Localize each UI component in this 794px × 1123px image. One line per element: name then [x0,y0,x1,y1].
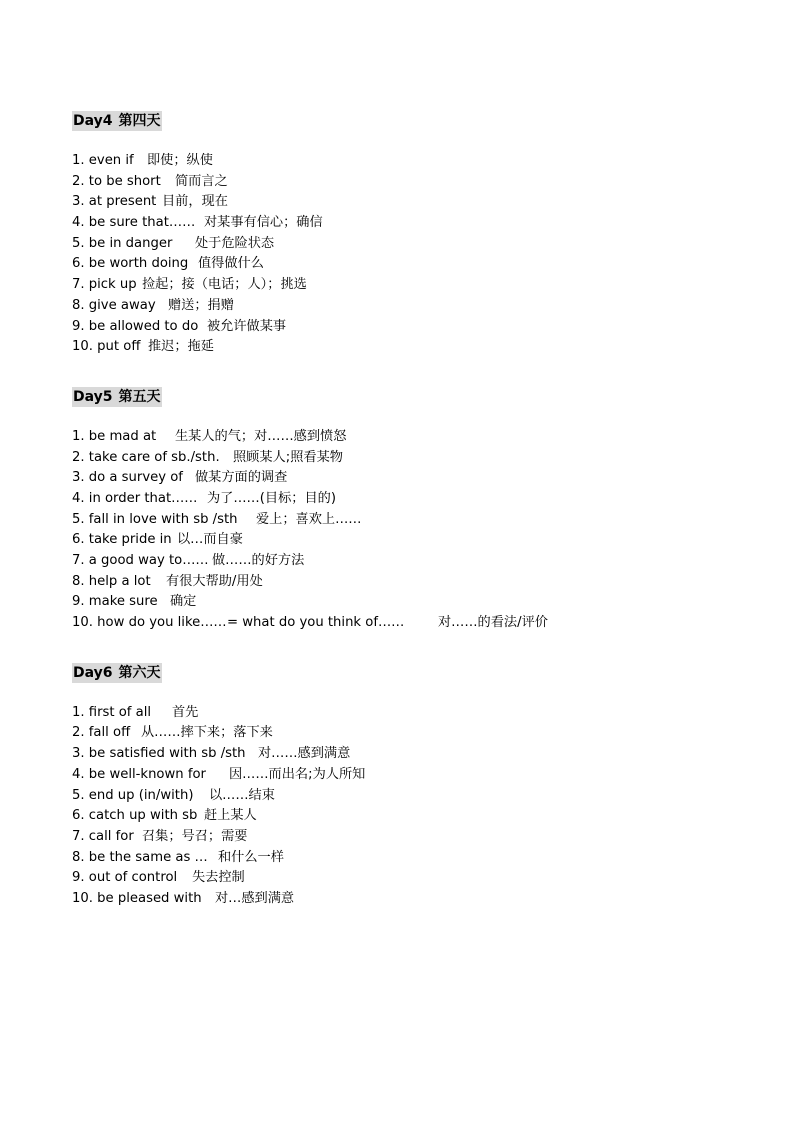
phrase-term: 6. be worth doing [72,256,189,272]
phrase-meaning: 做某方面的调查 [195,470,288,486]
phrase-entry [72,296,762,317]
phrase-entry [72,337,762,358]
section-heading [72,111,162,131]
phrase-term: 6. take pride in [72,532,172,548]
phrase-meaning: 赶上某人 [204,808,257,824]
phrase-meaning: 做……的好方法 [212,553,305,568]
phrase-term: 7. call for [72,828,134,844]
phrase-meaning: 和什么一样 [218,849,284,865]
phrase-entry [72,254,762,275]
phrase-meaning: 为了……(目标；目的) [207,490,336,506]
phrase-term: 7. a good way to…… [72,553,209,568]
day-label: Day6 [73,664,113,681]
phrase-entry [72,427,762,448]
day-label: Day5 [73,388,113,405]
phrase-meaning: 爱上；喜欢上…… [256,511,362,527]
phrase-meaning: 确定 [170,594,197,610]
day-title: 第四天 [118,113,161,129]
phrase-term: 2. to be short [72,173,161,189]
phrase-entry [72,889,762,910]
phrase-entry [72,317,762,338]
phrase-meaning: 对某事有信心；确信 [204,215,323,231]
phrase-entry [72,868,762,889]
phrase-entry [72,572,762,593]
phrase-entry [72,510,762,531]
phrase-term: 5. end up (in/with) [72,787,194,803]
phrase-term: 5. be in danger [72,235,173,251]
day-title: 第五天 [118,388,161,405]
phrase-term: 9. out of control [72,870,178,886]
phrase-meaning: 召集；号召；需要 [142,828,248,844]
section-day6 [72,662,762,910]
phrase-term: 4. be well-known for [72,766,206,782]
day-label: Day4 [73,113,113,129]
phrase-entry [72,213,762,234]
section-day5 [72,386,762,634]
phrase-entry [72,468,762,489]
phrase-entry [72,744,762,765]
phrase-term: 10. put off [72,339,141,355]
phrase-entry [72,703,762,724]
phrase-entry [72,172,762,193]
phrase-entry [72,827,762,848]
phrase-entry [72,530,762,551]
phrase-term: 3. be satisfied with sb /sth [72,746,246,762]
phrase-term: 4. in order that…… [72,490,198,506]
phrase-meaning: 照顾某人;照看某物 [233,449,343,465]
phrase-meaning: 有很大帮助/用处 [166,573,263,589]
phrase-entry [72,613,762,634]
document-page [72,110,762,938]
phrase-entry [72,551,762,572]
phrase-term: 2. take care of sb./sth. [72,449,220,465]
phrase-extra-meaning: 对……的看法/评价 [438,615,548,631]
phrase-meaning: 简而言之 [175,173,228,189]
phrase-entry [72,592,762,613]
phrase-term: 5. fall in love with sb /sth [72,511,238,527]
phrase-entry [72,786,762,807]
phrase-entry [72,489,762,510]
phrase-meaning: 目前，现在 [162,194,228,210]
phrase-entry [72,806,762,827]
phrase-entry [72,723,762,744]
phrase-entry [72,275,762,296]
phrase-entry [72,848,762,869]
phrase-meaning: 推迟；拖延 [148,339,214,355]
phrase-entry [72,765,762,786]
phrase-meaning: = what do you think of…… [227,615,405,631]
phrase-term: 9. make sure [72,594,158,610]
phrase-term: 8. help a lot [72,573,151,589]
phrase-term: 1. first of all [72,704,152,720]
phrase-term: 9. be allowed to do [72,318,199,334]
phrase-entry [72,192,762,213]
phrase-meaning: 从……摔下来；落下来 [141,725,273,741]
phrase-meaning: 以……结束 [209,787,275,803]
phrase-term: 4. be sure that…… [72,215,196,231]
phrase-term: 1. be mad at [72,428,157,444]
phrase-meaning: 对…感到满意 [215,890,295,906]
phrase-term: 8. give away [72,297,156,313]
section-heading [72,663,162,683]
phrase-term: 6. catch up with sb [72,808,198,824]
phrase-meaning: 赠送；捐赠 [168,297,234,313]
phrase-entry [72,234,762,255]
phrase-term: 10. be pleased with [72,890,202,906]
phrase-meaning: 失去控制 [192,870,245,886]
phrase-term: 3. at present [72,194,157,210]
day-title: 第六天 [118,664,161,681]
phrase-entry [72,151,762,172]
phrase-term: 10. how do you like…… [72,615,227,631]
phrase-term: 7. pick up [72,277,137,293]
phrase-meaning: 被允许做某事 [207,318,287,334]
phrase-term: 1. even if [72,153,134,168]
phrase-meaning: 首先 [172,704,199,720]
phrase-meaning: 生某人的气；对……感到愤怒 [175,428,347,444]
phrase-term: 8. be the same as … [72,849,208,865]
phrase-meaning: 以…而自豪 [177,532,243,548]
phrase-meaning: 处于危险状态 [195,235,275,251]
phrase-meaning: 捡起；接（电话；人）；挑选 [142,277,307,293]
phrase-meaning: 即使；纵使 [147,153,213,168]
phrase-entry [72,448,762,469]
phrase-term: 2. fall off [72,725,131,741]
phrase-meaning: 值得做什么 [198,256,264,272]
section-day4 [72,110,762,358]
phrase-meaning: 因……而出名;为人所知 [229,766,366,782]
phrase-term: 3. do a survey of [72,470,183,486]
section-heading [72,387,162,407]
phrase-meaning: 对……感到满意 [258,746,351,762]
